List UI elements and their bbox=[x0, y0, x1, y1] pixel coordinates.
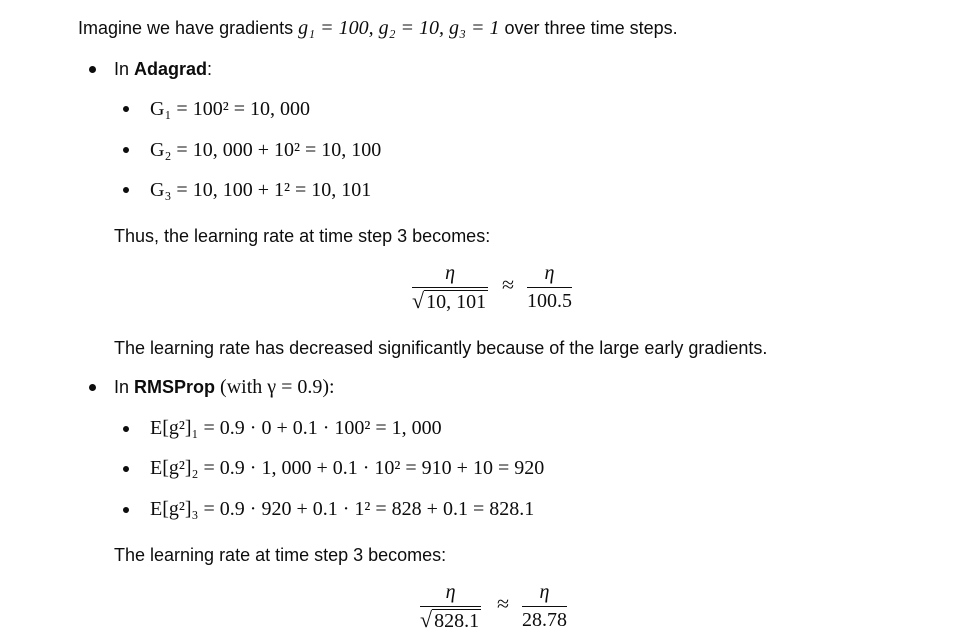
adagrad-fraction-left bbox=[412, 261, 488, 314]
adagrad-name: Adagrad bbox=[134, 59, 208, 79]
rmsprop-approx: ≈ bbox=[497, 591, 510, 616]
bullet-dot bbox=[89, 66, 96, 73]
rmsprop-item-2: E[g²]₂ = 0.9 · 1, 000 + 0.1 · 10² = 910 + 10 = 920 bbox=[150, 457, 545, 479]
rmsprop-paren: (with γ = 0.9): bbox=[220, 376, 335, 398]
rmsprop-num-left: η bbox=[445, 581, 456, 603]
adagrad-num-right: η bbox=[544, 262, 555, 284]
sqrt-symbol: √ 10, 101 bbox=[412, 288, 487, 313]
bullet-dot bbox=[123, 187, 129, 193]
adagrad-conclusion: The learning rate has decreased significantly because of the large early gradients. bbox=[114, 338, 768, 358]
adagrad-heading bbox=[114, 57, 212, 81]
rmsprop-item-3: E[g²]₃ = 0.9 · 920 + 0.1 · 1² = 828 + 0.1 = 828.1 bbox=[150, 498, 535, 520]
intro-prefix: Imagine we have gradients bbox=[78, 18, 294, 38]
rmsprop-heading bbox=[114, 375, 335, 399]
intro-math: g₁ = 100, g₂ = 10, g₃ = 1 bbox=[298, 17, 500, 39]
rmsprop-num-right: η bbox=[539, 581, 550, 603]
bullet-dot bbox=[123, 147, 129, 153]
rmsprop-lead: In bbox=[114, 377, 130, 397]
sqrt-symbol: √ 828.1 bbox=[420, 607, 480, 632]
adagrad-colon: : bbox=[207, 59, 213, 79]
intro-line bbox=[78, 16, 678, 40]
adagrad-item-3: G₃ = 10, 100 + 1² = 10, 101 bbox=[150, 179, 372, 201]
bullet-dot bbox=[123, 466, 129, 472]
adagrad-approx: ≈ bbox=[502, 272, 515, 297]
bullet-dot bbox=[123, 106, 129, 112]
rmsprop-item-1: E[g²]₁ = 0.9 · 0 + 0.1 · 100² = 1, 000 bbox=[150, 417, 442, 439]
bullet-dot bbox=[123, 507, 129, 513]
rmsprop-result-text: The learning rate at time step 3 becomes: bbox=[114, 545, 447, 565]
bullet-dot bbox=[123, 426, 129, 432]
intro-suffix: over three time steps. bbox=[504, 18, 678, 38]
rmsprop-name: RMSProp bbox=[134, 377, 216, 397]
adagrad-item-2: G₂ = 10, 000 + 10² = 10, 100 bbox=[150, 139, 382, 161]
bullet-dot bbox=[89, 384, 96, 391]
adagrad-item-1: G₁ = 100² = 10, 000 bbox=[150, 98, 310, 120]
rmsprop-den-left: 828.1 bbox=[434, 610, 480, 632]
adagrad-fraction-right bbox=[527, 261, 572, 313]
rmsprop-fraction-left bbox=[420, 580, 481, 633]
adagrad-den-right: 100.5 bbox=[527, 290, 572, 312]
adagrad-den-left: 10, 101 bbox=[426, 291, 487, 313]
adagrad-num-left: η bbox=[445, 262, 455, 284]
rmsprop-den-right: 28.78 bbox=[522, 609, 567, 631]
adagrad-result-text: Thus, the learning rate at time step 3 becomes: bbox=[114, 226, 491, 246]
rmsprop-fraction-right bbox=[522, 580, 567, 632]
adagrad-lead: In bbox=[114, 59, 130, 79]
